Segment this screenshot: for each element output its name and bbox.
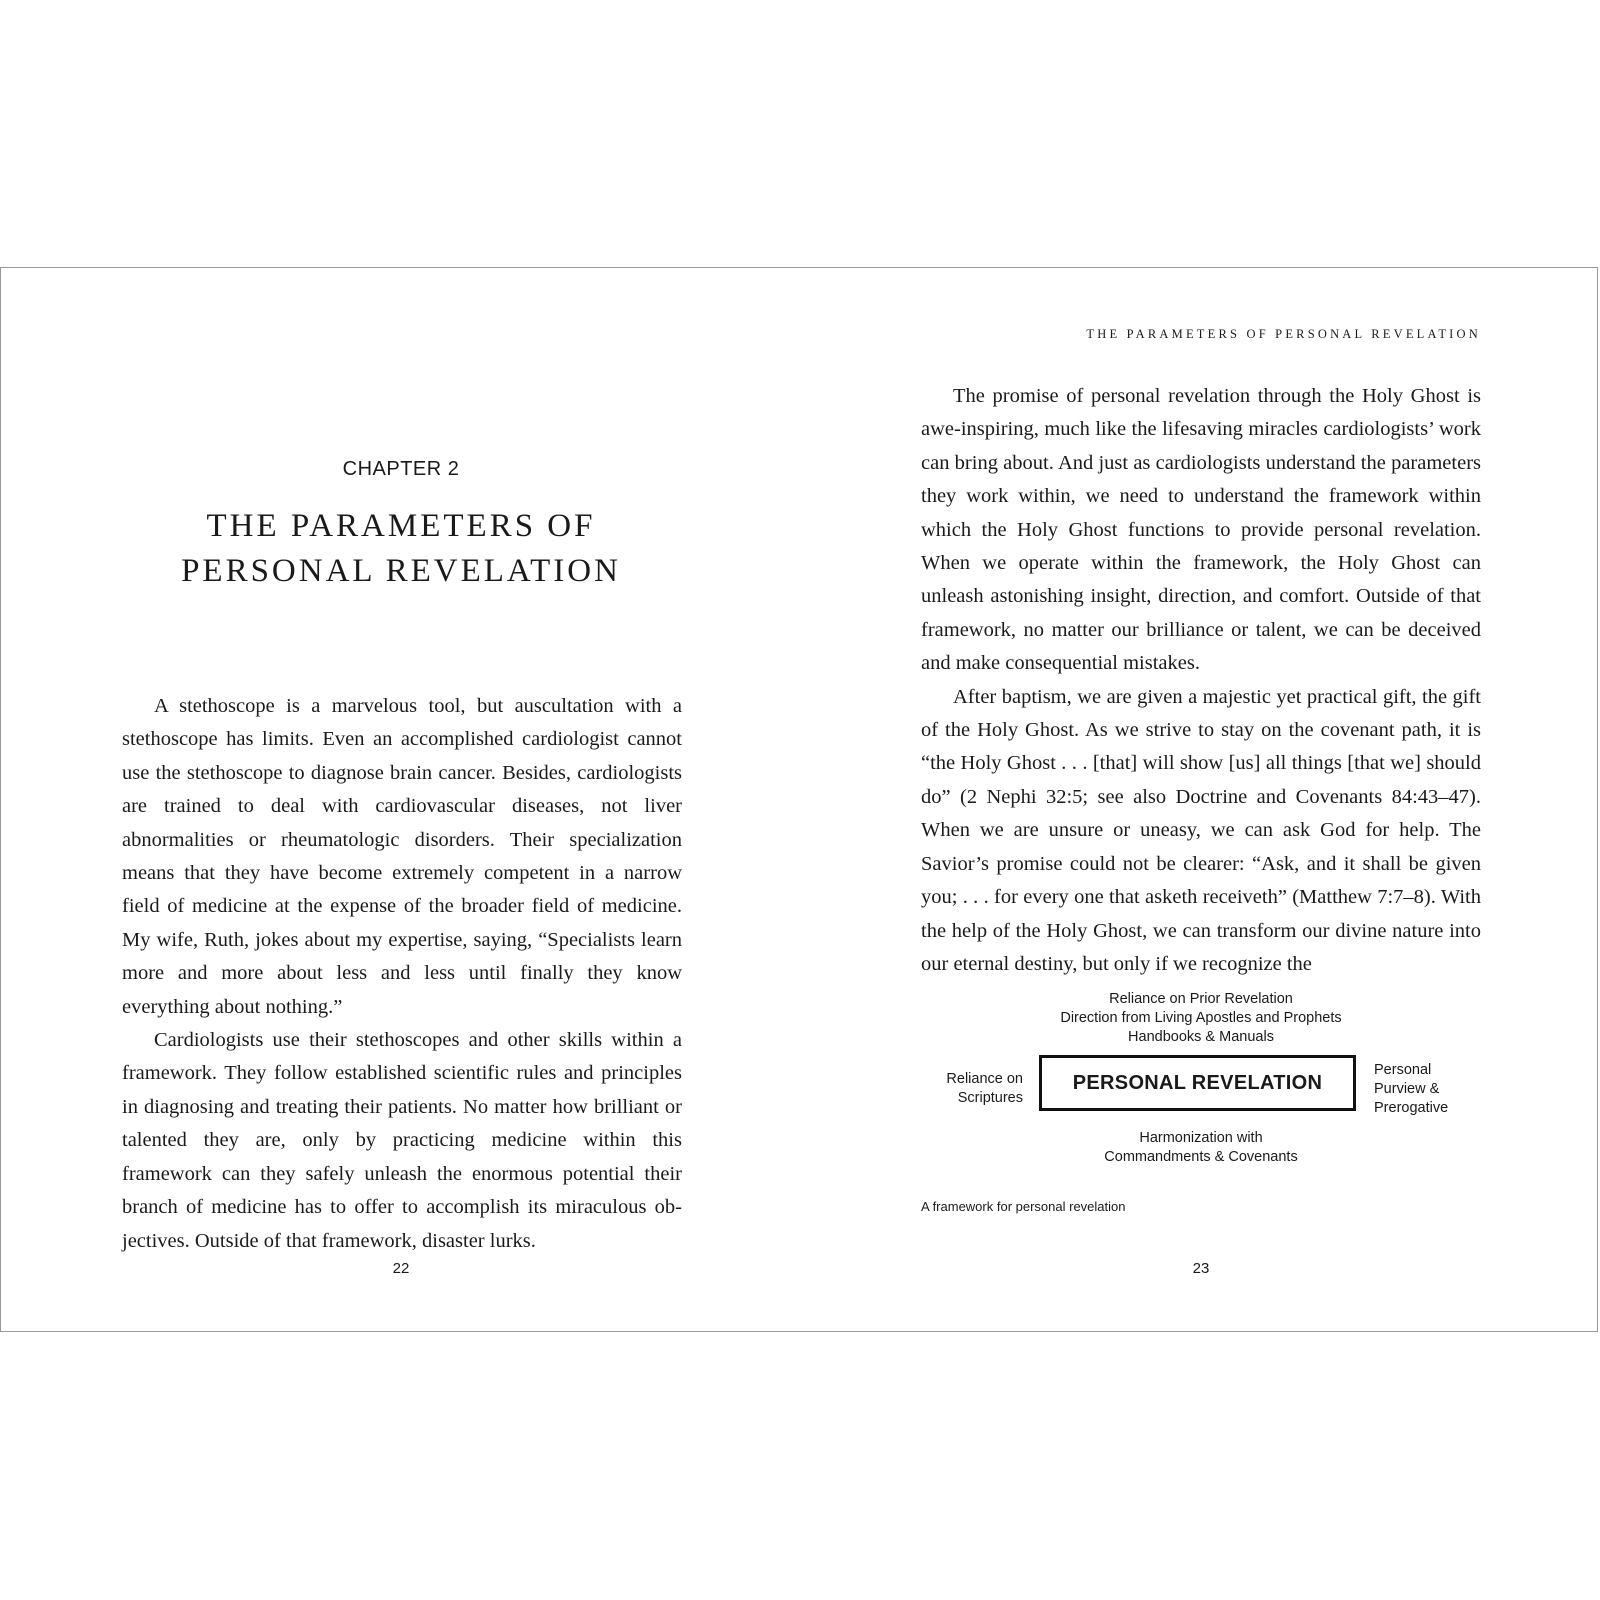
- paragraph: After baptism, we are given a majestic yet practical gift, the gift of the Holy Ghost. As we strive to stay on the covenant path, it is “the Holy Ghost . . . [that] will show [us] all things [that we] should do” (2 Nephi 32:5; see also Doctrine and Covenants 84:43–47). When we are unsure or uneasy, we can ask God for help. The Savior’s promise could not be clearer: “Ask, and it shall be given you; . . . for every one that asketh receiveth” (Matthew 7:7–8). With the help of the Holy Ghost, we can transform our divine nature into our eternal destiny, but only if we recognize the: [921, 685, 1481, 975]
- paragraph: The promise of personal revelation through the Holy Ghost is awe-inspiring, much like the lifesaving miracles cardiologists’ work can bring about. And just as cardiologists understand the parameters they work within, we need to understand the framework within which the Holy Ghost functions to provide personal revelation. When we operate within the framework, the Holy Ghost can unleash astonishing insight, direction, and comfort. Outside of that framework, no matter our brilliance or talent, we can be deceived and make consequential mistakes.: [921, 385, 1481, 675]
- page-number-left: 22: [392, 1260, 410, 1277]
- chapter-title-line: THE PARAMETERS OF: [206, 508, 596, 544]
- chapter-title: [121, 504, 681, 594]
- chapter-label: CHAPTER 2: [342, 458, 460, 480]
- book-spread: [0, 267, 1598, 1332]
- diagram-label: Personal: [1374, 1062, 1432, 1078]
- diagram-label: Prerogative: [1374, 1100, 1449, 1116]
- diagram-caption: A framework for personal revelation: [921, 1199, 1126, 1214]
- running-head: THE PARAMETERS OF PERSONAL REVELATION: [1086, 327, 1481, 341]
- chapter-title-line: PERSONAL REVELATION: [181, 553, 621, 589]
- right-body-text: [921, 380, 1481, 981]
- left-body-text: [122, 690, 682, 1258]
- paragraph: Cardiologists use their stethoscopes and other skills within a framework. They follow established scientific rules and principles in diagnosing and treating their patients. No matter how brilliant or talented they are, only by practicing medicine within this framework can they safely unleash the enormous potential their branch of medicine has to offer to accomplish its miraculous objectives. Outside of that framework, disaster lurks.: [122, 1029, 682, 1252]
- diagram-label: Scriptures: [957, 1090, 1023, 1106]
- diagram-label: Purview &: [1374, 1081, 1440, 1097]
- framework-diagram: [921, 990, 1481, 1170]
- diagram-label: Reliance on Prior Revelation: [1109, 991, 1293, 1007]
- paragraph: A stethoscope is a marvelous tool, but auscultation with a stethoscope has limits. Even an accomplished cardiologist cannot use the stethoscope to diagnose brain cancer. Besides, cardiologists are trained to deal with cardiovascular diseases, not liver abnormalities or rheumatologic disorders. Their specialization means that they have become extremely competent in a narrow field of medicine at the expense of the broader field of medicine. My wife, Ruth, jokes about my expertise, saying, “Specialists learn more and more about less and less until finally they know everything about nothing.”: [122, 695, 682, 1018]
- diagram-right-label: [1374, 1061, 1494, 1118]
- page-number-right: 23: [1192, 1260, 1210, 1277]
- diagram-label: Direction from Living Apostles and Prophets: [1060, 1010, 1342, 1026]
- diagram-top-labels: [921, 990, 1481, 1047]
- diagram-label: Harmonization with: [1139, 1130, 1263, 1146]
- diagram-label: Commandments & Covenants: [1104, 1149, 1298, 1165]
- diagram-label: Reliance on: [946, 1071, 1023, 1087]
- diagram-left-label: [921, 1070, 1023, 1108]
- diagram-bottom-labels: [921, 1129, 1481, 1167]
- diagram-label: Handbooks & Manuals: [1128, 1029, 1274, 1045]
- diagram-center-box: PERSONAL REVELATION: [1039, 1055, 1356, 1111]
